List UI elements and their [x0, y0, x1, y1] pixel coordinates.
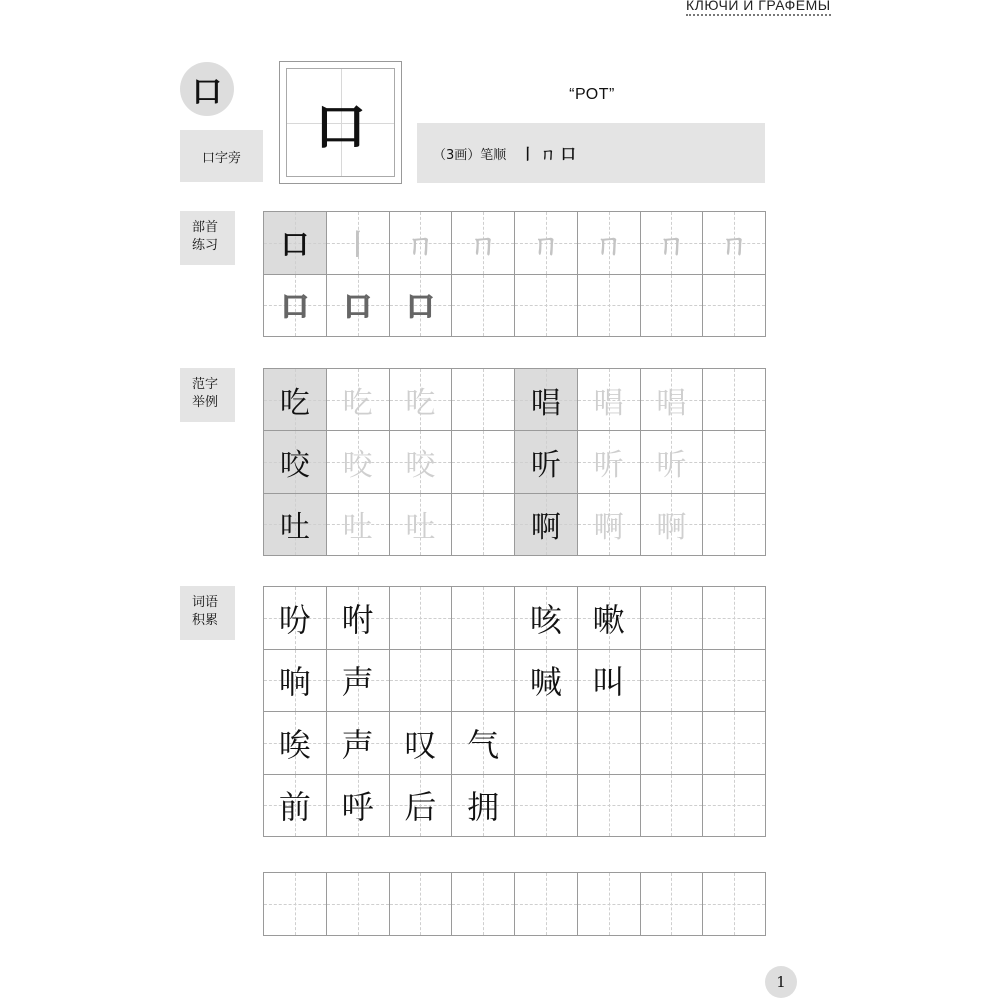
radical-meaning: “РОТ” [569, 86, 615, 103]
word-cell [327, 775, 390, 838]
word-cell [264, 775, 327, 838]
cell-character: 咳 [529, 600, 562, 639]
word-cell [452, 712, 515, 775]
practice-cell [327, 275, 390, 338]
blank-cell [578, 873, 641, 936]
word-cell [578, 650, 641, 713]
chapter-title: КЛЮЧИ И ГРАФЕМЫ [686, 0, 831, 16]
word-cell [264, 712, 327, 775]
word-cell [578, 587, 641, 650]
word-cell [578, 712, 641, 775]
cell-character: 叫 [592, 663, 625, 702]
cell-character: 吐 [342, 510, 373, 546]
practice-cell [390, 275, 453, 338]
word-cell [390, 650, 453, 713]
cell-character: 拥 [467, 788, 500, 827]
word-cell [327, 587, 390, 650]
cell-character: ㄇ [531, 227, 560, 261]
word-cell [452, 650, 515, 713]
example-cell [390, 494, 453, 556]
blank-cell [264, 873, 327, 936]
example-cell [641, 369, 704, 431]
cell-character: 后 [404, 788, 437, 827]
example-cell [515, 494, 578, 556]
example-cell [390, 369, 453, 431]
word-cell [641, 712, 704, 775]
practice-cell [641, 212, 704, 275]
word-cell [390, 712, 453, 775]
cell-character: 吃 [342, 385, 373, 421]
practice-cell [515, 275, 578, 338]
cell-character: 响 [278, 663, 311, 702]
example-cell [515, 431, 578, 493]
blank-cell [452, 873, 515, 936]
example-cell [578, 369, 641, 431]
cell-character: 口 [280, 227, 309, 261]
big-character-box [279, 61, 402, 184]
practice-cell [578, 212, 641, 275]
cell-character: 前 [278, 788, 311, 827]
example-cell [641, 431, 704, 493]
word-cell [703, 775, 766, 838]
example-cell [452, 431, 515, 493]
example-cell [641, 494, 704, 556]
cell-character: 气 [467, 725, 500, 764]
cell-character: ㄇ [469, 227, 498, 261]
stroke-count: （3画）笔顺 [433, 147, 507, 163]
section-label-radical-practice: 部首 练习 [180, 211, 235, 265]
blank-cell [515, 873, 578, 936]
cell-character: 唱 [593, 385, 624, 421]
cell-character: 吩 [278, 600, 311, 639]
word-cell [264, 587, 327, 650]
cell-character: 吐 [279, 510, 310, 546]
example-cell [264, 369, 327, 431]
practice-cell [703, 275, 766, 338]
example-cell [327, 431, 390, 493]
blank-practice-grid [263, 872, 766, 936]
section-label-example-chars: 范字 举例 [180, 368, 235, 422]
example-cell [264, 431, 327, 493]
word-cell [327, 650, 390, 713]
blank-cell [641, 873, 704, 936]
practice-cell [264, 212, 327, 275]
blank-cell [327, 873, 390, 936]
cell-character: 嗽 [592, 600, 625, 639]
word-cell [641, 775, 704, 838]
cell-character: 声 [341, 663, 374, 702]
cell-character: 唉 [278, 725, 311, 764]
word-cell [703, 587, 766, 650]
cell-character: ㄇ [720, 227, 749, 261]
stroke-order: 丨 ㄇ 口 [520, 144, 576, 163]
big-character: 口 [314, 97, 367, 158]
cell-character: 啊 [530, 510, 561, 546]
cell-character: 啊 [593, 510, 624, 546]
cell-character: ㄇ [594, 227, 623, 261]
example-cell [264, 494, 327, 556]
section-label-word-accumulation: 词语 积累 [180, 586, 235, 640]
practice-cell [515, 212, 578, 275]
cell-character: 呼 [341, 788, 374, 827]
example-cell [703, 431, 766, 493]
practice-cell [703, 212, 766, 275]
cell-character: 啊 [656, 510, 687, 546]
cell-character: 听 [656, 447, 687, 483]
practice-cell [452, 275, 515, 338]
blank-cell [390, 873, 453, 936]
cell-character: 咬 [405, 447, 436, 483]
example-cell [327, 369, 390, 431]
practice-cell [452, 212, 515, 275]
cell-character: 吃 [405, 385, 436, 421]
example-cell [515, 369, 578, 431]
cell-character: 丨 [343, 227, 372, 261]
word-cell [578, 775, 641, 838]
cell-character: 吐 [405, 510, 436, 546]
radical-character: 口 [180, 62, 234, 116]
cell-character: 咬 [279, 447, 310, 483]
word-cell [703, 712, 766, 775]
cell-character: 吃 [279, 385, 310, 421]
word-cell [515, 775, 578, 838]
cell-character: 口 [343, 290, 372, 324]
word-cell [452, 775, 515, 838]
page-number: 1 [765, 966, 797, 998]
word-cell [515, 712, 578, 775]
practice-cell [327, 212, 390, 275]
cell-character: ㄇ [657, 227, 686, 261]
cell-character: 咐 [341, 600, 374, 639]
cell-character: ㄇ [406, 227, 435, 261]
word-cell [515, 650, 578, 713]
word-cell [390, 775, 453, 838]
word-cell [641, 587, 704, 650]
example-cell [578, 494, 641, 556]
practice-cell [264, 275, 327, 338]
word-cell [703, 650, 766, 713]
practice-cell [578, 275, 641, 338]
cell-character: 唱 [530, 385, 561, 421]
radical-practice-grid [263, 211, 766, 337]
example-cell [578, 431, 641, 493]
radical-name: 口字旁 [180, 130, 263, 182]
example-cell [390, 431, 453, 493]
word-cell [515, 587, 578, 650]
cell-character: 唱 [656, 385, 687, 421]
stroke-order-bar [417, 123, 765, 183]
word-cell [264, 650, 327, 713]
example-chars-grid [263, 368, 766, 556]
cell-character: 声 [341, 725, 374, 764]
blank-cell [703, 873, 766, 936]
cell-character: 听 [593, 447, 624, 483]
cell-character: 叹 [404, 725, 437, 764]
example-cell [703, 369, 766, 431]
example-cell [452, 369, 515, 431]
practice-cell [390, 212, 453, 275]
big-character-grid [286, 68, 395, 177]
word-cell [641, 650, 704, 713]
cell-character: 咬 [342, 447, 373, 483]
example-cell [327, 494, 390, 556]
example-cell [452, 494, 515, 556]
cell-character: 听 [530, 447, 561, 483]
cell-character: 口 [280, 290, 309, 324]
practice-cell [641, 275, 704, 338]
words-grid [263, 586, 766, 837]
word-cell [452, 587, 515, 650]
example-cell [703, 494, 766, 556]
word-cell [327, 712, 390, 775]
cell-character: 口 [406, 290, 435, 324]
word-cell [390, 587, 453, 650]
cell-character: 喊 [529, 663, 562, 702]
